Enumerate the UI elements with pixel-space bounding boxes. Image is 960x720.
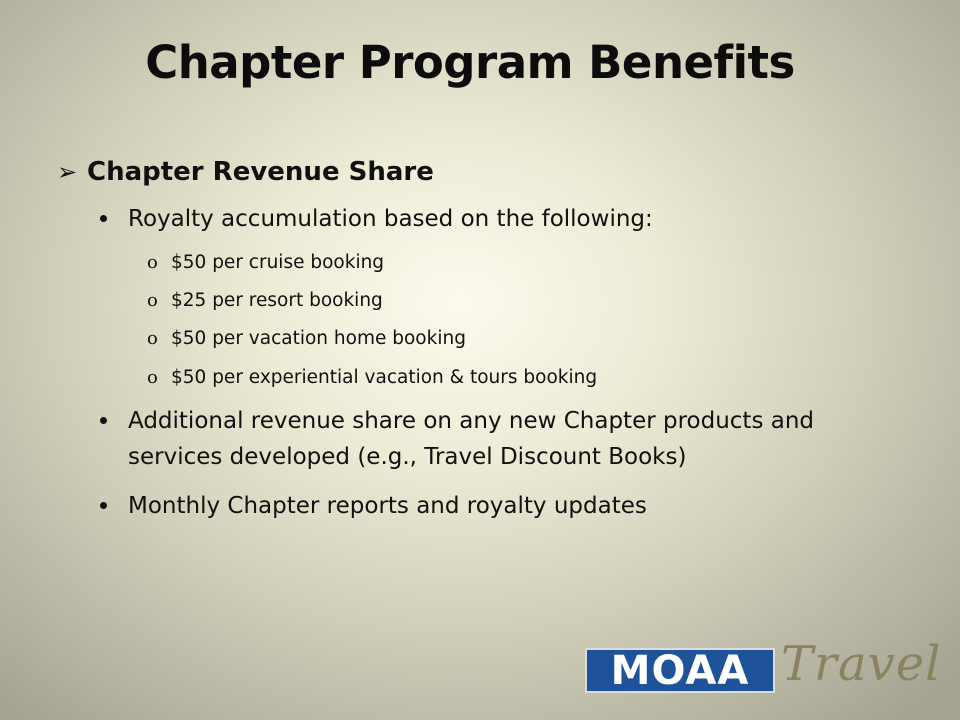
sub-bullet-text: $25 per resort booking bbox=[171, 290, 383, 311]
sub-bullet-text: $50 per cruise booking bbox=[171, 252, 385, 273]
circle-bullet-icon: o bbox=[147, 252, 158, 273]
sub-bullet-item bbox=[147, 287, 383, 315]
logo-script-text: Travel bbox=[781, 636, 942, 692]
sub-bullet-item bbox=[147, 249, 384, 277]
circle-bullet-icon: o bbox=[147, 328, 158, 349]
sub-bullet-item bbox=[147, 325, 466, 353]
section-heading-label: Chapter Revenue Share bbox=[87, 157, 434, 187]
sub-bullet-text: $50 per vacation home booking bbox=[171, 328, 466, 349]
bullet-item-text: Additional revenue share on any new Chapter products and services developed (e.g., Travel Discount Books) bbox=[128, 408, 815, 470]
bullet-dot-icon bbox=[100, 417, 107, 424]
bullet-item-text: Royalty accumulation based on the following: bbox=[128, 206, 653, 232]
bullet-item-text: Monthly Chapter reports and royalty updates bbox=[128, 493, 647, 519]
arrow-bullet-icon: ➢ bbox=[57, 158, 78, 186]
circle-bullet-icon: o bbox=[147, 290, 158, 311]
bullet-dot-icon bbox=[100, 215, 107, 222]
bullet-dot-icon bbox=[100, 502, 107, 509]
sub-bullet-item bbox=[147, 364, 597, 392]
logo-box-text: MOAA bbox=[610, 648, 750, 694]
logo-box bbox=[585, 648, 775, 693]
section-heading bbox=[57, 152, 434, 192]
sub-bullet-text: $50 per experiential vacation & tours booking bbox=[171, 367, 598, 388]
circle-bullet-icon: o bbox=[147, 367, 158, 388]
slide-title: Chapter Program Benefits bbox=[145, 36, 795, 89]
